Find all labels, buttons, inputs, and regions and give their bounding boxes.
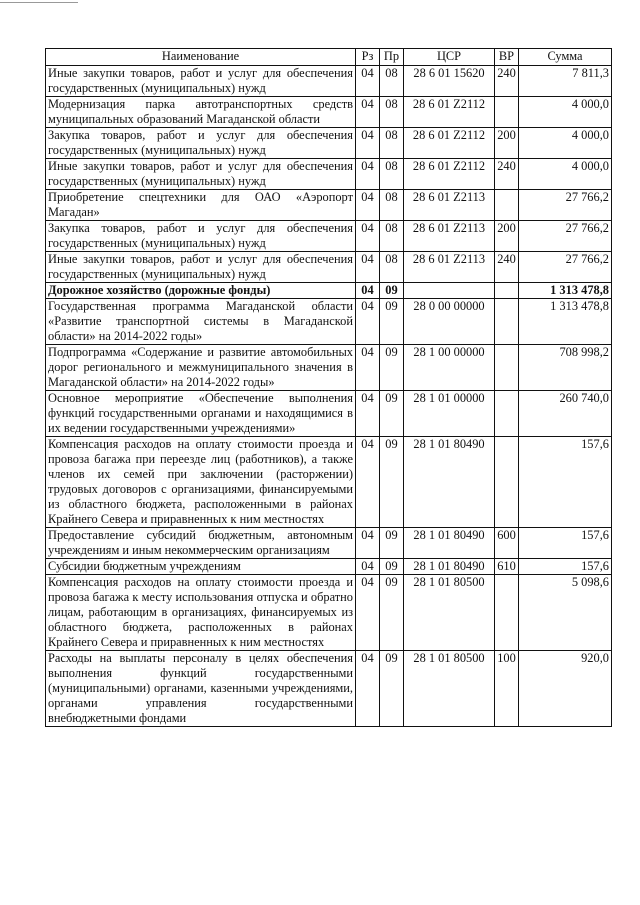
row-sum-cell: 4 000,0 xyxy=(519,97,612,128)
row-vr-cell: 200 xyxy=(495,221,519,252)
scan-edge-mark xyxy=(0,2,78,3)
budget-table xyxy=(45,48,612,727)
row-sum-cell: 157,6 xyxy=(519,559,612,575)
table-row xyxy=(46,252,612,283)
table-row xyxy=(46,128,612,159)
row-rz-cell: 04 xyxy=(356,97,380,128)
row-name-cell: Иные закупки товаров, работ и услуг для обеспечения государственных (муниципальных) нужд xyxy=(46,252,356,283)
row-sum-cell: 1 313 478,8 xyxy=(519,283,612,299)
row-csr-cell: 28 1 01 00000 xyxy=(404,391,495,437)
table-row xyxy=(46,651,612,727)
table-row xyxy=(46,283,612,299)
row-pr-cell: 09 xyxy=(380,437,404,528)
row-name-cell: Модернизация парка автотранспортных средств муниципальных образований Магаданской области xyxy=(46,97,356,128)
row-rz-cell: 04 xyxy=(356,575,380,651)
header-name: Наименование xyxy=(46,49,356,66)
table-header-row xyxy=(46,49,612,66)
row-rz-cell: 04 xyxy=(356,651,380,727)
row-pr-cell: 08 xyxy=(380,252,404,283)
row-name-cell: Государственная программа Магаданской области «Развитие транспортной системы в Магаданской области» на 2014-2022 годы» xyxy=(46,299,356,345)
table-row xyxy=(46,299,612,345)
row-csr-cell: 28 1 00 00000 xyxy=(404,345,495,391)
table-row xyxy=(46,345,612,391)
row-pr-cell: 09 xyxy=(380,575,404,651)
row-rz-cell: 04 xyxy=(356,190,380,221)
row-sum-cell: 157,6 xyxy=(519,437,612,528)
row-csr-cell: 28 1 01 80490 xyxy=(404,528,495,559)
row-csr-cell: 28 6 01 Z2113 xyxy=(404,221,495,252)
row-pr-cell: 09 xyxy=(380,283,404,299)
table-row xyxy=(46,97,612,128)
header-rz: Рз xyxy=(356,49,380,66)
row-vr-cell xyxy=(495,283,519,299)
row-rz-cell: 04 xyxy=(356,528,380,559)
header-csr: ЦСР xyxy=(404,49,495,66)
row-name-cell: Компенсация расходов на оплату стоимости проезда и провоза багажа к месту использования отпуска и обратно лицам, работающим в организациях, финансируемых из областного бюджета, расположенных в районах Крайнего Севера и приравненных к ним местностях xyxy=(46,575,356,651)
row-csr-cell: 28 1 01 80500 xyxy=(404,651,495,727)
row-name-cell: Подпрограмма «Содержание и развитие автомобильных дорог регионального и межмуниципального значения в Магаданской области» на 2014-2022 годы» xyxy=(46,345,356,391)
row-pr-cell: 09 xyxy=(380,299,404,345)
row-csr-cell: 28 6 01 Z2112 xyxy=(404,128,495,159)
row-name-cell: Компенсация расходов на оплату стоимости проезда и провоза багажа при переезде лиц (работников), а также членов их семей при заключении (расторжении) трудовых договоров с организациями, финансируемыми из областного бюджета, расположенными в районах Крайнего Севера и приравненных к ним местностях xyxy=(46,437,356,528)
row-pr-cell: 08 xyxy=(380,190,404,221)
row-sum-cell: 4 000,0 xyxy=(519,159,612,190)
row-name-cell: Субсидии бюджетным учреждениям xyxy=(46,559,356,575)
row-csr-cell: 28 0 00 00000 xyxy=(404,299,495,345)
row-rz-cell: 04 xyxy=(356,391,380,437)
row-sum-cell: 5 098,6 xyxy=(519,575,612,651)
row-sum-cell: 27 766,2 xyxy=(519,221,612,252)
row-rz-cell: 04 xyxy=(356,66,380,97)
row-sum-cell: 7 811,3 xyxy=(519,66,612,97)
row-vr-cell: 240 xyxy=(495,66,519,97)
row-vr-cell: 240 xyxy=(495,159,519,190)
row-pr-cell: 08 xyxy=(380,97,404,128)
row-rz-cell: 04 xyxy=(356,299,380,345)
row-rz-cell: 04 xyxy=(356,128,380,159)
header-pr: Пр xyxy=(380,49,404,66)
row-csr-cell: 28 1 01 80500 xyxy=(404,575,495,651)
row-name-cell: Закупка товаров, работ и услуг для обеспечения государственных (муниципальных) нужд xyxy=(46,221,356,252)
row-pr-cell: 09 xyxy=(380,651,404,727)
row-csr-cell: 28 1 01 80490 xyxy=(404,559,495,575)
table-row xyxy=(46,391,612,437)
row-csr-cell: 28 6 01 Z2113 xyxy=(404,190,495,221)
row-vr-cell xyxy=(495,391,519,437)
row-csr-cell: 28 6 01 15620 xyxy=(404,66,495,97)
row-sum-cell: 4 000,0 xyxy=(519,128,612,159)
row-csr-cell: 28 6 01 Z2113 xyxy=(404,252,495,283)
row-rz-cell: 04 xyxy=(356,221,380,252)
table-row xyxy=(46,221,612,252)
row-sum-cell: 27 766,2 xyxy=(519,252,612,283)
row-vr-cell xyxy=(495,345,519,391)
row-vr-cell xyxy=(495,97,519,128)
row-rz-cell: 04 xyxy=(356,159,380,190)
header-sum: Сумма xyxy=(519,49,612,66)
row-name-cell: Основное мероприятие «Обеспечение выполнения функций государственными органами и находящимися в их ведении государственными учреждениями» xyxy=(46,391,356,437)
row-rz-cell: 04 xyxy=(356,345,380,391)
row-sum-cell: 920,0 xyxy=(519,651,612,727)
row-name-cell: Расходы на выплаты персоналу в целях обеспечения выполнения функций государственными (муниципальными) органами, казенными учреждениями, органами управления государственными внебюджетными фондами xyxy=(46,651,356,727)
row-csr-cell: 28 6 01 Z2112 xyxy=(404,97,495,128)
row-sum-cell: 708 998,2 xyxy=(519,345,612,391)
row-vr-cell xyxy=(495,190,519,221)
row-pr-cell: 08 xyxy=(380,221,404,252)
row-sum-cell: 157,6 xyxy=(519,528,612,559)
row-vr-cell xyxy=(495,299,519,345)
table-row xyxy=(46,559,612,575)
row-vr-cell: 200 xyxy=(495,128,519,159)
row-pr-cell: 08 xyxy=(380,66,404,97)
table-row xyxy=(46,437,612,528)
row-pr-cell: 08 xyxy=(380,159,404,190)
row-rz-cell: 04 xyxy=(356,437,380,528)
row-vr-cell xyxy=(495,575,519,651)
row-rz-cell: 04 xyxy=(356,283,380,299)
table-body xyxy=(46,66,612,727)
row-pr-cell: 09 xyxy=(380,345,404,391)
table-row xyxy=(46,159,612,190)
row-vr-cell: 240 xyxy=(495,252,519,283)
table-row xyxy=(46,528,612,559)
row-vr-cell: 610 xyxy=(495,559,519,575)
row-pr-cell: 09 xyxy=(380,391,404,437)
header-vr: ВР xyxy=(495,49,519,66)
row-csr-cell: 28 1 01 80490 xyxy=(404,437,495,528)
row-pr-cell: 09 xyxy=(380,528,404,559)
table-row xyxy=(46,575,612,651)
row-name-cell: Дорожное хозяйство (дорожные фонды) xyxy=(46,283,356,299)
row-sum-cell: 1 313 478,8 xyxy=(519,299,612,345)
table-row xyxy=(46,66,612,97)
row-pr-cell: 09 xyxy=(380,559,404,575)
row-sum-cell: 27 766,2 xyxy=(519,190,612,221)
row-pr-cell: 08 xyxy=(380,128,404,159)
row-rz-cell: 04 xyxy=(356,559,380,575)
row-vr-cell: 100 xyxy=(495,651,519,727)
row-vr-cell xyxy=(495,437,519,528)
row-vr-cell: 600 xyxy=(495,528,519,559)
row-csr-cell: 28 6 01 Z2112 xyxy=(404,159,495,190)
row-name-cell: Иные закупки товаров, работ и услуг для обеспечения государственных (муниципальных) нужд xyxy=(46,159,356,190)
row-sum-cell: 260 740,0 xyxy=(519,391,612,437)
table-row xyxy=(46,190,612,221)
row-name-cell: Закупка товаров, работ и услуг для обеспечения государственных (муниципальных) нужд xyxy=(46,128,356,159)
row-csr-cell xyxy=(404,283,495,299)
row-name-cell: Предоставление субсидий бюджетным, автономным учреждениям и иным некоммерческим организациям xyxy=(46,528,356,559)
row-name-cell: Приобретение спецтехники для ОАО «Аэропорт Магадан» xyxy=(46,190,356,221)
row-rz-cell: 04 xyxy=(356,252,380,283)
row-name-cell: Иные закупки товаров, работ и услуг для обеспечения государственных (муниципальных) нужд xyxy=(46,66,356,97)
